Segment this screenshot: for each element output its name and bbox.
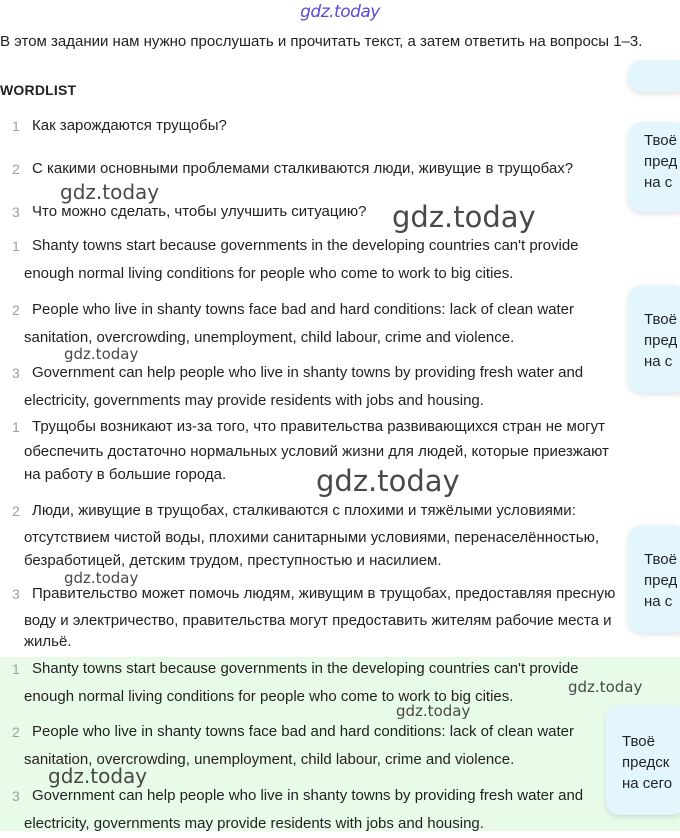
answer-line: на работу в большие города. [24, 466, 227, 483]
answer-number: 2 [12, 724, 20, 740]
answer-number: 1 [12, 238, 20, 254]
watermark: gdz.today [48, 764, 148, 788]
answer-line: Трущобы возникают из-за того, что правительства развивающихся стран не могут [32, 418, 606, 435]
side-card-line: предск [622, 754, 670, 771]
answer-line: Правительство может помочь людям, живущим в трущобах, предоставляя пресную [32, 585, 616, 602]
answer-number: 1 [12, 661, 20, 677]
watermark: gdz.today [392, 200, 536, 234]
answer-line: Shanty towns start because governments in the developing countries can't provide [32, 660, 579, 677]
side-card-line: на с [644, 353, 673, 370]
watermark: gdz.today [64, 345, 139, 363]
answer-line: Люди, живущие в трущобах, сталкиваются с плохими и тяжёлыми условиями: [32, 502, 576, 519]
answer-ru-2 [0, 498, 632, 570]
site-watermark-top: gdz.today [300, 2, 380, 22]
question-number: 1 [12, 118, 20, 134]
answer-en-3 [0, 359, 630, 415]
question-number: 3 [12, 204, 20, 220]
watermark: gdz.today [316, 464, 460, 498]
side-card-1[interactable] [628, 122, 680, 212]
answer-line: безработицей, детским трудом, преступностью и насилием. [24, 552, 442, 569]
answer-en-1 [0, 232, 660, 288]
answer-line: enough normal living conditions for people who come to work to big cities. [24, 688, 514, 705]
answer-line: People who live in shanty towns face bad and hard conditions: lack of clean water [32, 301, 574, 318]
answer-line: воду и электричество, правительства могут предоставить жителям рабочие места и [24, 612, 612, 629]
task-intro: В этом задании нам нужно прослушать и прочитать текст, а затем ответить на вопросы 1–3. [0, 33, 643, 50]
side-card-line: на с [644, 593, 673, 610]
answer-line: enough normal living conditions for people who come to work to big cities. [24, 265, 514, 282]
answer-number: 3 [12, 586, 20, 602]
side-card-line: пред [644, 572, 678, 589]
answer-line: sanitation, overcrowding, unemployment, child labour, crime and violence. [24, 751, 515, 768]
answer-number: 2 [12, 302, 20, 318]
side-card-top[interactable] [628, 60, 680, 92]
wordlist-heading: WORDLIST [0, 82, 77, 98]
answer-en-2 [0, 296, 630, 352]
answer-number: 1 [12, 419, 20, 435]
answer-ru-3 [0, 581, 632, 649]
side-card-2[interactable] [628, 285, 680, 393]
side-card-line: Твоё [622, 733, 655, 750]
watermark: gdz.today [396, 702, 471, 720]
side-card-line: Твоё [644, 132, 677, 149]
answer-number: 2 [12, 503, 20, 519]
answer-line: electricity, governments may provide residents with jobs and housing. [24, 392, 484, 409]
answer-number: 3 [12, 365, 20, 381]
question-1 [0, 112, 640, 140]
answer-line: отсутствием чистой воды, плохими санитарными условиями, перенаселённостью, [24, 529, 600, 546]
watermark: gdz.today [568, 678, 643, 696]
answer-line: Government can help people who live in shanty towns by providing fresh water and [32, 364, 584, 381]
answer-en2-3 [0, 782, 605, 838]
side-card-line: пред [644, 153, 678, 170]
answer-line: Shanty towns start because governments in the developing countries can't provide [32, 237, 579, 254]
answer-line: обеспечить достаточно нормальных условий жизни для людей, которые приезжают [24, 443, 609, 460]
question-text: Как зарождаются трущобы? [32, 117, 227, 134]
question-text: С какими основными проблемами сталкиваются люди, живущие в трущобах? [32, 160, 574, 177]
question-text: Что можно сделать, чтобы улучшить ситуацию? [32, 203, 367, 220]
side-card-line: Твоё [644, 551, 677, 568]
side-card-3[interactable] [628, 525, 680, 633]
watermark: gdz.today [64, 569, 139, 587]
question-2 [0, 155, 640, 183]
answer-en2-1 [0, 655, 660, 711]
answer-line: sanitation, overcrowding, unemployment, child labour, crime and violence. [24, 329, 515, 346]
watermark: gdz.today [60, 180, 160, 204]
side-card-line: на с [644, 174, 673, 191]
answer-line: Government can help people who live in shanty towns by providing fresh water and [32, 787, 584, 804]
side-card-line: на сего [622, 775, 673, 792]
answer-line: People who live in shanty towns face bad and hard conditions: lack of clean water [32, 723, 574, 740]
side-card-4[interactable] [606, 705, 680, 815]
side-card-line: Твоё [644, 311, 677, 328]
answer-line: electricity, governments may provide residents with jobs and housing. [24, 815, 484, 832]
question-number: 2 [12, 161, 20, 177]
answer-line: жильё. [24, 633, 72, 649]
side-card-line: пред [644, 332, 678, 349]
answer-number: 3 [12, 788, 20, 804]
